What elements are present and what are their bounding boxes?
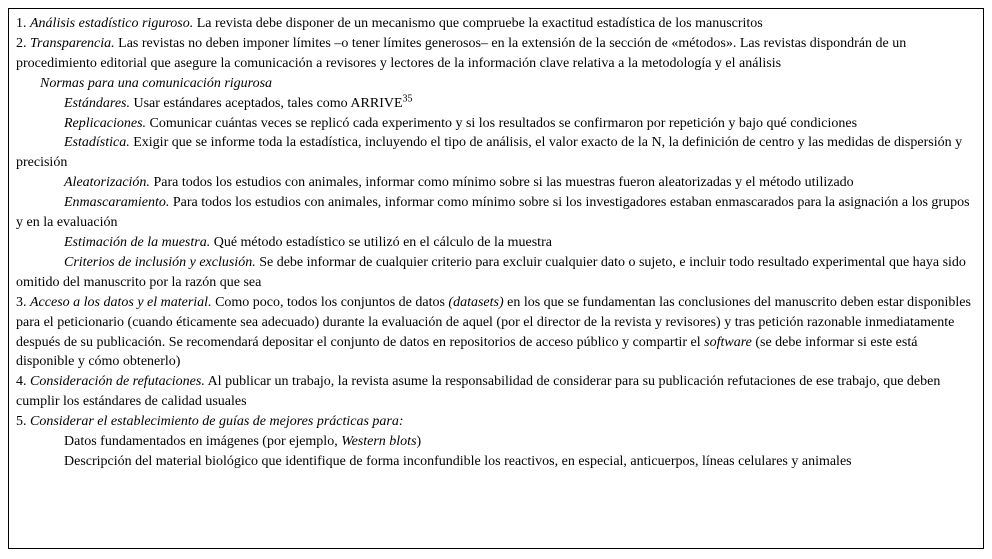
text-run: Aleatorización.: [64, 175, 150, 191]
text-run: 3.: [16, 294, 30, 310]
text-run: Exigir que se informe toda la estadística, incluyendo el tipo de análisis, el valor exacto de la N, la definición de centro y las medidas de dispersión y precisión: [16, 135, 963, 171]
text-run: ): [416, 434, 422, 450]
guidelines-box: [8, 8, 984, 549]
paragraph: [16, 14, 975, 34]
text-run: Estimación de la muestra.: [64, 234, 211, 250]
text-run: Qué método estadístico se utilizó en el cálculo de la muestra: [210, 234, 552, 250]
text-run: 2.: [16, 35, 30, 51]
text-run: Datos fundamentados en imágenes (por ejemplo,: [64, 434, 342, 450]
text-run: Se debe informar de cualquier criterio para excluir cualquier dato o sujeto, e incluir todo resultado experimental que haya sido omitido del manuscrito por la razón que sea: [16, 254, 966, 290]
text-run: (datasets): [448, 294, 504, 310]
text-run: (se debe informar si este está disponible y cómo obtenerlo): [16, 334, 918, 370]
text-run: Para todos los estudios con animales, informar como mínimo sobre si los investigadores estaban enmascarados para la asignación a los grupos y en la evaluación: [16, 195, 970, 231]
paragraph: [16, 293, 975, 373]
text-run: Las revistas no deben imponer límites –o tener límites generosos– en la extensión de la sección de «métodos». Las revistas dispondrán de un procedimiento editorial que asegure la comunicación a revisores y lectores de la información clave relativa a la metodología y el análisis: [16, 35, 907, 71]
text-run: Como poco, todos los conjuntos de datos: [211, 294, 449, 310]
paragraph: [16, 253, 975, 293]
text-run: Estándares.: [64, 95, 130, 111]
text-run: La revista debe disponer de un mecanismo que compruebe la exactitud estadística de los manuscritos: [193, 16, 763, 31]
paragraph: [16, 173, 975, 193]
superscript-reference: 35: [402, 92, 413, 104]
document-body: [16, 14, 975, 472]
text-run: Descripción del material biológico que identifique de forma inconfundible los reactivos, en especial, anticuerpos, líneas celulares y animales: [64, 453, 852, 469]
paragraph: [16, 94, 975, 114]
text-run: Criterios de inclusión y exclusión.: [64, 254, 256, 270]
text-run: Enmascaramiento.: [64, 195, 170, 211]
text-run: Considerar el establecimiento de guías de mejores prácticas para:: [30, 414, 404, 430]
text-run: Análisis estadístico riguroso.: [30, 16, 194, 31]
text-run: Western blots: [341, 434, 417, 450]
text-run: 5.: [16, 414, 30, 430]
text-run: Transparencia.: [30, 35, 115, 51]
paragraph: [16, 34, 975, 74]
paragraph: [16, 133, 975, 173]
paragraph: [16, 432, 975, 452]
text-run: 4.: [16, 374, 30, 390]
text-run: Comunicar cuántas veces se replicó cada experimento y si los resultados se confirmaron por repetición y bajo qué condiciones: [146, 115, 858, 131]
text-run: Consideración de refutaciones.: [30, 374, 205, 390]
paragraph: [16, 372, 975, 412]
text-run: Normas para una comunicación rigurosa: [40, 75, 273, 91]
text-run: software: [704, 334, 752, 350]
text-run: 1.: [16, 16, 30, 31]
paragraph: [16, 412, 975, 432]
text-run: Estadística.: [64, 135, 130, 151]
paragraph: [16, 193, 975, 233]
text-run: Para todos los estudios con animales, informar como mínimo sobre si las muestras fueron aleatorizadas y el método utilizado: [149, 175, 854, 191]
paragraph: [16, 233, 975, 253]
text-run: Replicaciones.: [64, 115, 147, 131]
paragraph: [16, 114, 975, 134]
text-run: Usar estándares aceptados, tales como ARRIVE: [129, 95, 403, 111]
text-run: en los que se fundamentan las conclusiones del manuscrito deben estar disponibles para el peticionario (cuando éticamente sea adecuado) durante la evaluación de aquel (por el director de la revista y revisores) y tras petición razonable inmediatamente después de su publicación. Se recomendará depositar el conjunto de datos en repositorios de acceso público y compartir el: [16, 294, 971, 350]
paragraph: [16, 74, 975, 94]
text-run: Acceso a los datos y el material.: [30, 294, 212, 310]
text-run: Al publicar un trabajo, la revista asume la responsabilidad de considerar para su publicación refutaciones de ese trabajo, que deben cumplir los estándares de calidad usuales: [16, 374, 941, 410]
paragraph: [16, 452, 975, 472]
